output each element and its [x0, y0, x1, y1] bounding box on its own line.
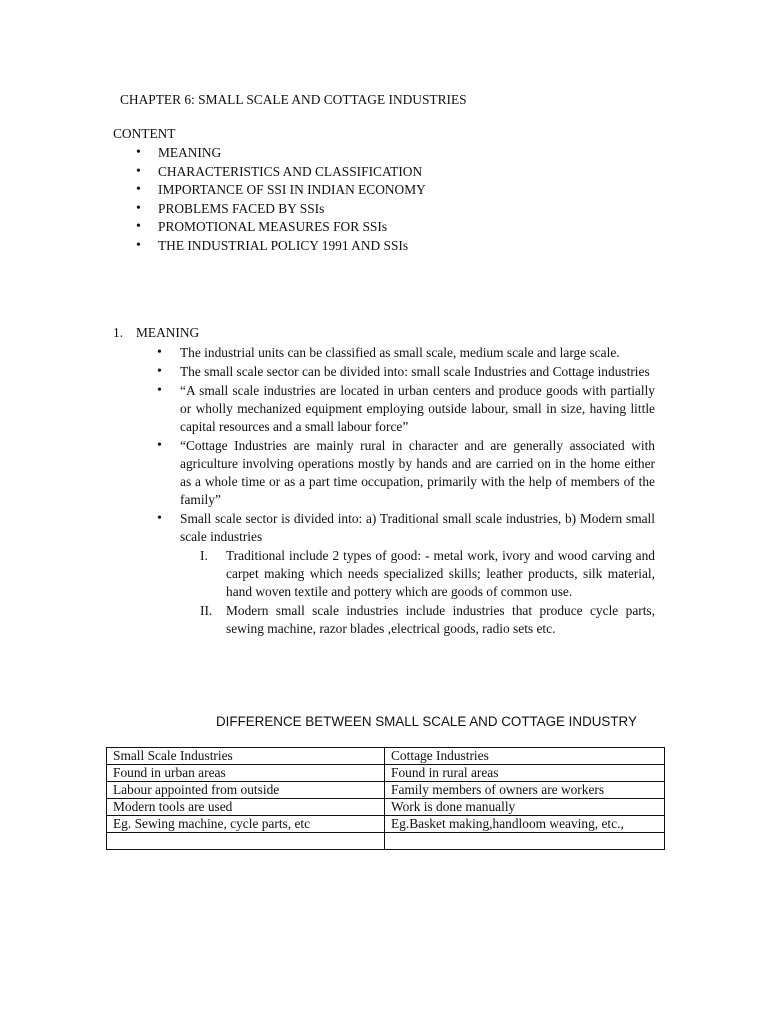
content-item-characteristics: • CHARACTERISTICS AND CLASSIFICATION	[158, 163, 426, 182]
section-number: 1.	[113, 325, 124, 340]
content-item-promotional-measures: • PROMOTIONAL MEASURES FOR SSIs	[158, 218, 426, 237]
section-heading	[113, 324, 199, 342]
bullet-sector-types-text: • Small scale sector is divided into: a) Traditional small scale industries, b) Modern small scale industries	[180, 511, 655, 544]
table-header-cell: Small Scale Industries	[107, 748, 385, 765]
table-cell: Found in rural areas	[385, 765, 665, 782]
table-header-cell: Cottage Industries	[385, 748, 665, 765]
table-cell: Found in urban areas	[107, 765, 385, 782]
table-row	[107, 799, 665, 816]
content-item-problems: • PROBLEMS FACED BY SSIs	[158, 200, 426, 219]
bullet-sector-division: • The small scale sector can be divided into: small scale Industries and Cottage industries	[180, 363, 655, 381]
sub-item-modern	[200, 602, 655, 638]
table-cell	[385, 833, 665, 850]
table-cell	[107, 833, 385, 850]
content-list	[158, 144, 426, 256]
roman-numeral: I.	[200, 548, 208, 563]
table-cell: Family members of owners are workers	[385, 782, 665, 799]
table-row	[107, 782, 665, 799]
bullet-cottage-definition: • “Cottage Industries are mainly rural in character and are generally associated with agriculture involving operations mostly by hands and are carried on in the home either as a whole time or as a part time occupation, primarily with the help of members of the family”	[180, 437, 655, 509]
content-item-meaning: • MEANING	[158, 144, 426, 163]
table-header-row	[107, 748, 665, 765]
sub-item-text: Traditional include 2 types of good: - metal work, ivory and wood carving and carpet making which needs specialized skills; leather products, silk material, hand woven textile and pottery which are goods of common use.	[226, 548, 655, 599]
table-cell: Eg.Basket making,handloom weaving, etc.,	[385, 816, 665, 833]
content-item-importance: • IMPORTANCE OF SSI IN INDIAN ECONOMY	[158, 181, 426, 200]
table-row	[107, 816, 665, 833]
sector-types-list	[200, 547, 655, 638]
bullet-classification: • The industrial units can be classified as small scale, medium scale and large scale.	[180, 344, 655, 362]
content-item-industrial-policy: • THE INDUSTRIAL POLICY 1991 AND SSIs	[158, 237, 426, 256]
sub-item-traditional	[200, 547, 655, 601]
table-row	[107, 833, 665, 850]
table-cell: Eg. Sewing machine, cycle parts, etc	[107, 816, 385, 833]
sub-item-text: Modern small scale industries include industries that produce cycle parts, sewing machine, razor blades ,electrical goods, radio sets etc.	[226, 603, 655, 636]
table-cell: Labour appointed from outside	[107, 782, 385, 799]
chapter-title: CHAPTER 6: SMALL SCALE AND COTTAGE INDUSTRIES	[120, 92, 467, 107]
bullet-ssi-definition: • “A small scale industries are located in urban centers and produce goods with partially or wholly mechanized equipment employing outside labour, small in size, having little capital resources and a small labour force”	[180, 382, 655, 436]
section-title: MEANING	[136, 325, 200, 340]
table-cell: Modern tools are used	[107, 799, 385, 816]
content-heading: CONTENT	[113, 126, 176, 141]
bullet-sector-types	[180, 510, 655, 638]
table-row	[107, 765, 665, 782]
roman-numeral: II.	[200, 603, 213, 618]
meaning-bullet-list	[180, 344, 655, 639]
difference-heading: DIFFERENCE BETWEEN SMALL SCALE AND COTTAGE INDUSTRY	[216, 714, 637, 729]
table-cell: Work is done manually	[385, 799, 665, 816]
difference-table	[106, 747, 665, 850]
